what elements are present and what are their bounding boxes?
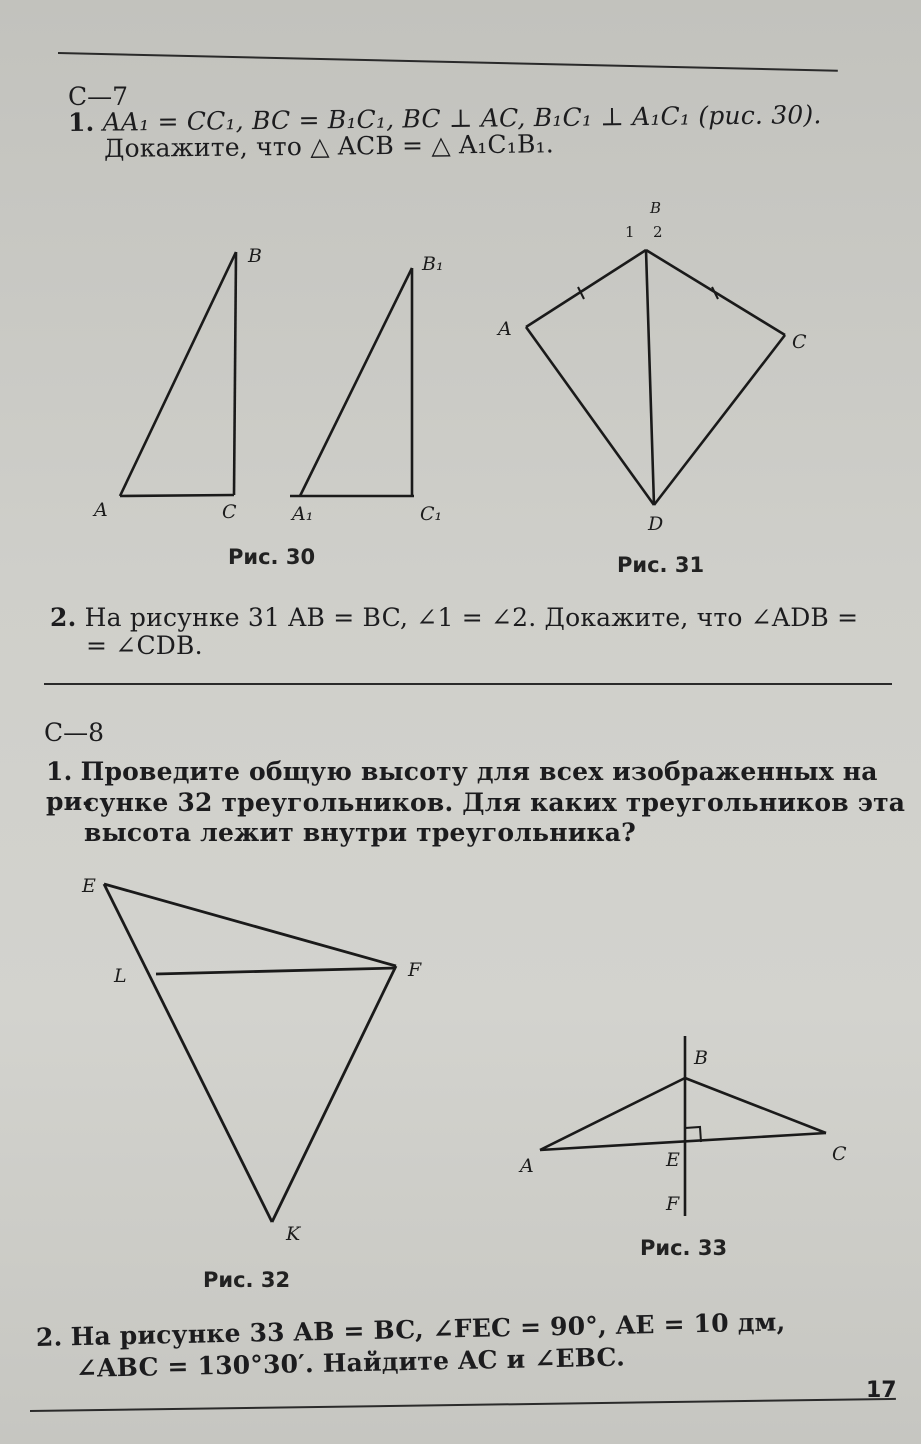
figure-32 <box>70 870 470 1270</box>
figure-30-caption: Рис. 30 <box>228 545 316 569</box>
svg-text:2: 2 <box>653 223 663 241</box>
task-text-line2: ∠ABC = 130°30′. Найдите AC и ∠EBC. <box>75 1342 626 1383</box>
svg-text:A: A <box>520 1155 534 1177</box>
svg-text:C: C <box>222 501 237 523</box>
task-text-line2: сунке 32 треугольников. Для каких треугольников эта <box>84 788 906 817</box>
c7-task-1-line2 <box>104 129 554 164</box>
task-text-line1: На рисунке 33 AB = BC, ∠FEC = 90°, AE = 10 дм, <box>70 1307 786 1352</box>
task-number: 2. <box>35 1322 63 1352</box>
section-divider <box>44 683 892 685</box>
task-text-line2: = ∠CDB. <box>86 631 203 660</box>
svg-text:K: K <box>286 1223 301 1245</box>
figure-31-caption: Рис. 31 <box>617 553 705 577</box>
svg-text:C: C <box>792 331 807 353</box>
svg-text:L: L <box>114 965 127 987</box>
svg-text:F: F <box>666 1193 680 1215</box>
task-text-line1: Проведите общую высоту для всех изображенных на ри- <box>46 757 878 816</box>
svg-text:F: F <box>408 959 422 981</box>
figure-30 <box>80 240 480 540</box>
task-text-line2: Докажите, что △ ACB = △ A₁C₁B₁. <box>103 129 555 163</box>
svg-text:E: E <box>666 1149 680 1171</box>
svg-text:B₁: B₁ <box>422 253 444 275</box>
c8-task-1-line3 <box>84 818 636 848</box>
task-text-line3: высота лежит внутри треугольника? <box>84 818 636 847</box>
top-divider <box>58 52 838 72</box>
task-number: 1. <box>46 757 73 786</box>
task-number: 1. <box>67 107 95 137</box>
svg-text:A₁: A₁ <box>292 503 314 525</box>
section-title-c8: С—8 <box>44 718 105 747</box>
figure-33-caption: Рис. 33 <box>640 1236 728 1260</box>
svg-text:B: B <box>248 245 262 267</box>
svg-text:1: 1 <box>625 223 635 241</box>
svg-text:A: A <box>94 499 108 521</box>
svg-text:C: C <box>832 1143 847 1165</box>
figure-31 <box>490 195 850 555</box>
page-number: 17 <box>866 1378 897 1403</box>
section-title-c7: С—7 <box>68 82 129 111</box>
c8-task-1-line2 <box>84 788 905 818</box>
svg-text:E: E <box>82 875 96 897</box>
svg-text:D: D <box>648 513 664 535</box>
bottom-divider <box>30 1398 896 1412</box>
task-text-line1: На рисунке 31 AB = BC, ∠1 = ∠2. Докажите, что ∠ADB = <box>84 603 859 632</box>
svg-text:B: B <box>694 1047 708 1069</box>
c7-task-2 <box>50 603 858 633</box>
svg-text:A: A <box>498 318 512 340</box>
svg-text:C₁: C₁ <box>420 503 443 525</box>
figure-33 <box>510 1020 870 1240</box>
task-number: 2. <box>50 603 77 632</box>
svg-text:B: B <box>650 199 662 217</box>
c7-task-2-line2 <box>86 631 203 661</box>
figure-32-caption: Рис. 32 <box>203 1268 291 1292</box>
task-text-line1: AA₁ = CC₁, BC = B₁C₁, BC ⊥ AC, B₁C₁ ⊥ A₁C₁ (рис. 30). <box>102 100 822 137</box>
